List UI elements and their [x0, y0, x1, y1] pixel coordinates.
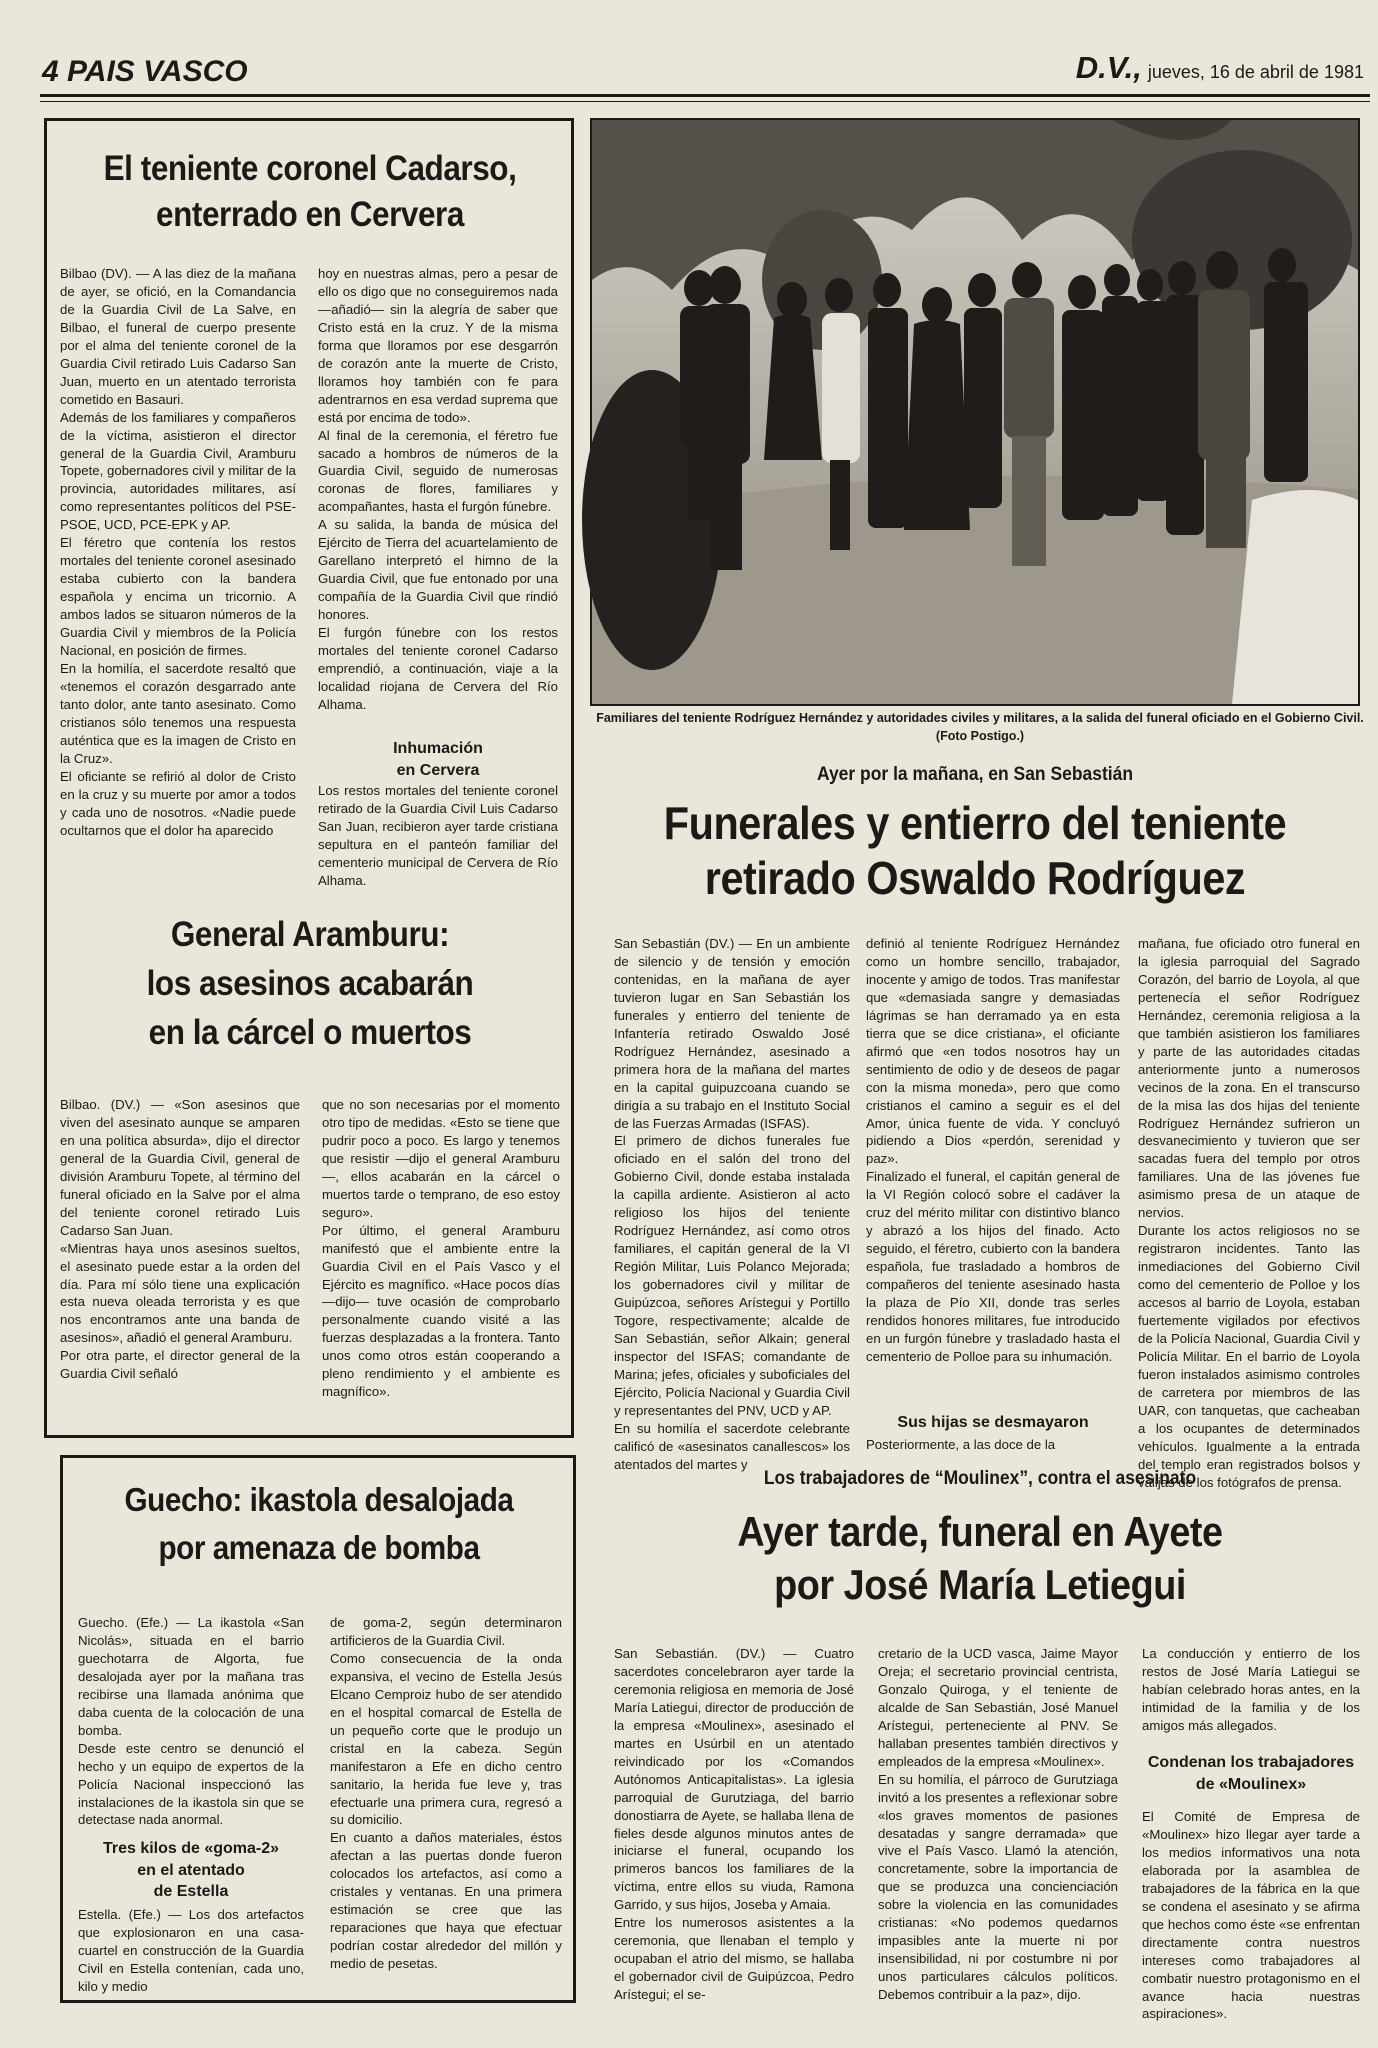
masthead: [1076, 50, 1364, 86]
rodriguez-column-2: definió al teniente Rodríguez Hernández como un hombre sencillo, trabajador, inocente y amigo de todos. Tras manifestar que «demasiada sangre y demasiadas lágrimas se han derramado ya en esta tierra que se dice cristiana», el oficiante afirmó que «en todos nosotros hay un sentimiento de odio y de deseos de pagar con la misma moneda», pero que como cristianos el camino a seguir es el del Amor, única fuente de vida. Y concluyó pidiendo a Dios «perdón, serenidad y paz». Finalizado el funeral, el capitán general de la VI Región colocó sobre el cadáver la cruz del mérito militar con distintivo blanco y abrazó a los hijos del finado. Acto seguido, el féretro, cubierto con la bandera española, fue trasladado a hombros de compañeros del teniente asesinado hasta la plaza de Pío XII, donde tras serles rendidos honores militares, fue introducido en un furgón fúnebre y trasladado hasta el cementerio de Polloe para su inhumación.: [866, 936, 1120, 1364]
photo-caption: Familiares del teniente Rodríguez Hernández y autoridades civiles y militares, a la salida del funeral oficiado en el Gobierno Civil. (Foto Postigo.): [596, 711, 1364, 743]
guecho-headline-line: por amenaza de bomba: [158, 1528, 480, 1566]
header-rule-thin: [40, 101, 1370, 102]
issue-date: jueves, 16 de abril de 1981: [1147, 62, 1364, 82]
estella-subhead: [78, 1838, 304, 1903]
letiegui-headline-line: Ayer tarde, funeral en Ayete: [737, 1508, 1223, 1555]
funeral-photo: [590, 118, 1360, 706]
guecho-column-2: de goma-2, según determinaron artificieros de la Guardia Civil. Como consecuencia de la onda expansiva, el vecino de Estella Jesús Elcano Cemproiz hubo de ser atendido en el hospital comarcal de Estella de un pequeño corte que le produjo un cristal en la cabeza. Según manifestaron a Efe en dicho centro sanitario, la herida fue leve y, tras efectuarle una primera cura, regresó a su domicilio. En cuanto a daños materiales, éstos afectan a las puertas donde fueron colocados los artefactos, así como a cristales y ventanas. En una primera estimación se cree que las reparaciones que haya que efectuar podrían costar alrededor del millón y medio de pesetas.: [330, 1615, 562, 1972]
rodriguez-headline-line: retirado Oswaldo Rodríguez: [704, 852, 1246, 905]
letiegui-column-3b: El Comité de Empresa de «Moulinex» hizo llegar ayer tarde a los medios informativos una nota elaborada por la asamblea de trabajadores de la fábrica en la que se condena el asesinato y se afirma que hechos como éste «se enfrentan directamente contra nuestros intereses como trabajadores al combatir nuestro protagonismo en el avance hacia nuestras aspiraciones».: [1142, 1809, 1360, 2022]
aramburu-headline-line: los asesinos acabarán: [146, 964, 474, 1003]
funeral-photo-image: [592, 120, 1358, 704]
moulinex-subhead-line: de «Moulinex»: [1195, 1775, 1307, 1793]
estella-subhead-line: de Estella: [153, 1883, 229, 1901]
estella-subhead-line: Tres kilos de «goma-2»: [102, 1840, 280, 1857]
letiegui-kicker: Los trabajadores de “Moulinex”, contra el asesinato: [763, 1468, 1197, 1489]
aramburu-headline-line: en la cárcel o muertos: [148, 1013, 472, 1052]
rodriguez-column-1: San Sebastián (DV.) — En un ambiente de silencio y de tensión y emoción contenidas, en la mañana de ayer tuvieron lugar en San Sebastián los funerales y entierro del teniente de Infantería retirado Oswaldo José Rodríguez Hernández, asesinado a primera hora de la mañana del martes en la capital guipuzcoana cuando se dirigía a su trabajo en el Instituto Social de las Fuerzas Armadas (ISFAS). El primero de dichos funerales fue oficiado en el salón del trono del Gobierno Civil, donde estaba instalada la capilla ardiente. Asistieron al acto religioso los hijos del teniente Rodríguez Hernández, así como otros familiares, el capitán general de la VI Región Militar, Luis Polanco Mejorada; los gobernadores civil y militar de Guipúzcoa, señores Arístegui y Portillo Togore, respectivamente; alcalde de San Sebastián, señor Alkain; general inspector del ISFAS; comandante de Marina; jefes, oficiales y suboficiales del Ejército, Policía Nacional y Guardia Civil y representantes del PNV, UCD y AP. En su homilía el sacerdote celebrante calificó de «asesinatos canallescos» los atentados del martes y: [614, 936, 850, 1472]
aramburu-headline-line: General Aramburu:: [170, 915, 450, 954]
moulinex-subhead: [1142, 1752, 1360, 1795]
cadarso-headline: [85, 146, 535, 237]
letiegui-headline-line: por José María Letiegui: [774, 1560, 1186, 1608]
rodriguez-subhead: Sus hijas se desmayaron: [897, 1414, 1089, 1431]
rodriguez-column-3: mañana, fue oficiado otro funeral en la iglesia parroquial del Sagrado Corazón, del barrio de Loyola, al que pertenecía el señor Rodríguez Hernández, ceremonia religiosa a la que también asistieron los familiares y parte de las autoridades citadas anteriormente junto a numerosos vecinos de la zona. En el transcurso de la misa las dos hijas del teniente Rodríguez Hernández sufrieron un desvanecimiento y tuvieron que ser sacadas fuera del templo por otros familiares. Una de las jóvenes fue asimismo presa de un ataque de nervios. Durante los actos religiosos no se registraron incidentes. Tanto las inmediaciones del Gobierno Civil como del cementerio de Polloe y los accesos al barrio de Loyola, estaban fuertemente vigilados por efectivos de la Policía Nacional, Guardia Civil y Policía Militar. En el barrio de Loyola fueron instalados asimismo controles de carretera por miembros de las UAR, con tanquetas, que cacheaban a los ocupantes de determinados vehículos. Igualmente a la entrada del templo eran registrados bolsos y valijas de los fotógrafos de prensa.: [1138, 936, 1360, 1490]
aramburu-column-1: Bilbao. (DV.) — «Son asesinos que viven del asesinato aunque se amparen en una política absurda», dijo el director general de la Guardia Civil, general de división Aramburu Topete, al término del funeral oficiado en la Salve por el alma del teniente coronel retirado Luis Cadarso San Juan. «Mientras haya unos asesinos sueltos, el asesinato puede estar a la orden del día. Para mí sólo tiene una explicación esta nueva oleada terrorista y es que nos encontramos ante una banda de asesinos», añadió el general Aramburu. Por otra parte, el director general de la Guardia Civil señaló: [60, 1097, 300, 1382]
estella-subhead-line: en el atentado: [137, 1861, 245, 1879]
rodriguez-column-2b: Posteriormente, a las doce de la: [866, 1437, 1056, 1452]
guecho-headline: [99, 1476, 540, 1572]
letiegui-column-3: La conducción y entierro de los restos de José María Latiegui se habían celebrado horas antes, en la intimidad de la familia y de los amigos más allegados.: [1142, 1646, 1360, 1733]
guecho-headline-line: Guecho: ikastola desalojada: [124, 1481, 514, 1518]
letiegui-headline: [638, 1506, 1322, 1611]
moulinex-subhead-line: Condenan los trabajadores: [1147, 1754, 1355, 1771]
rodriguez-headline-line: Funerales y entierro del teniente: [663, 797, 1287, 849]
rodriguez-headline: [629, 796, 1322, 906]
cadarso-column-2b: Los restos mortales del teniente coronel retirado de la Guardia Civil Luis Cadarso San Juan, recibieron ayer tarde cristiana sepultura en el panteón familiar del cementerio municipal de Cervera de Río Alhama.: [318, 783, 558, 888]
aramburu-headline: [85, 910, 535, 1057]
letiegui-column-1: San Sebastián. (DV.) — Cuatro sacerdotes concelebraron ayer tarde la ceremonia religiosa en memoria de José María Latiegui, director de producción de la empresa «Moulinex», asesinado el martes en Usúrbil en un atentado reivindicado por los «Comandos Autónomos Anticapitalistas». La iglesia parroquial de Gurutziaga, del barrio donostiarra de Ayete, se hallaba llena de fieles desde algunos minutos antes de iniciarse el funeral, ocupando los primeros bancos los familiares de la víctima, entre ellos su viuda, Ramona Garrido, y sus hijos, Joseba y Amaia. Entre los numerosos asistentes a la ceremonia, que llenaban el templo y ocupaban el atrio del mismo, se hallaba el gobernador civil de Guipúzcoa, Pedro Arístegui; el se-: [614, 1646, 854, 2003]
cadarso-headline-line: enterrado en Cervera: [156, 194, 464, 234]
cadarso-column-1: Bilbao (DV). — A las diez de la mañana de ayer, se ofició, en la Comandancia de la Guardia Civil de La Salve, en Bilbao, el funeral de cuerpo presente por el alma del teniente coronel de la Guardia Civil retirado Luis Cadarso San Juan, muerto en un atentado terrorista cometido en Basauri. Además de los familiares y compañeros de la víctima, asistieron el director general de la Guardia Civil, Aramburu Topete, gobernadores civil y militar de la provincia, autoridades militares, así como representantes políticos del PSE-PSOE, UCD, PCE-EPK y AP. El féretro que contenía los restos mortales del teniente coronel asesinado estaba cubierto con la bandera española y encima un tricornio. A ambos lados se situaron números de la Guardia Civil y miembros de la Policía Nacional, en posición de firmes. En la homilía, el sacerdote resaltó que «tenemos el corazón desgarrado ante tanto dolor, ante tanto asesinato. Como cristianos sólo tenemos una respuesta auténtica que es la imagen de Cristo en la Cruz». El oficiante se refirió al dolor de Cristo en la cruz y su muerte por amor a todos y cada uno de nosotros. «Nadie puede ocultarnos que el dolor ha aparecido: [60, 266, 296, 838]
paper-name: D.V.,: [1075, 50, 1142, 85]
estella-column-1: Estella. (Efe.) — Los dos artefactos que explosionaron en una casa-cuartel en construcción de la Guardia Civil en Estella contenían, cada uno, kilo y medio: [78, 1907, 304, 1994]
letiegui-column-2: cretario de la UCD vasca, Jaime Mayor Oreja; el secretario provincial centrista, Gonzalo Quiroga, y el teniente de alcalde de San Sebastián, José Manuel Arístegui, perteneciente al PNV. Se hallaban presentes también directivos y empleados de la empresa «Moulinex». En su homilía, el párroco de Gurutziaga invitó a los presentes a reflexionar sobre «los graves momentos de pasiones desatadas y sangre derramada» que vive el País Vasco. Llamó la atención, concretamente, sobre la importancia de que se produzca una concienciación sobre la violencia en las comunidades cristianas: «No podemos quedarnos impasibles ante la muerte ni por insensibilidad, ni por costumbre ni por unos particulares cálculos políticos. Debemos contribuir a la paz», dijo.: [878, 1646, 1118, 2003]
cadarso-headline-line: El teniente coronel Cadarso,: [103, 149, 517, 188]
cadarso-subhead-line: Inhumación: [393, 740, 483, 757]
section-title: 4 PAIS VASCO: [42, 55, 248, 88]
guecho-column-1: Guecho. (Efe.) — La ikastola «San Nicolás», situada en el barrio guechotarra de Algorta, fue desalojada ayer por la mañana tras recibirse una llamada anónima que daba cuenta de la colocación de una bomba. Desde este centro se denunció el hecho y un equipo de expertos de la Policía Nacional inspeccionó las instalaciones de la ikastola sin que se detectase nada anormal.: [78, 1615, 304, 1828]
cadarso-column-2: hoy en nuestras almas, pero a pesar de ello os digo que no conseguiremos nada —añadió— sin la alegría de saber que Cristo está en la cruz. Y de la misma forma que lloramos por ese desgarrón de corazón ante la muerte de Cristo, lloramos hoy también con fe para adentrarnos en esa verdad suprema que está por encima de todo». Al final de la ceremonia, el féretro fue sacado a hombros de números de la Guardia Civil, seguido de numerosas coronas de flores, familiares y acompañantes, hasta el furgón fúnebre. A su salida, la banda de música del Ejército de Tierra del acuartelamiento de Garellano interpretó el himno de la Guardia Civil, que fue entonado por una compañía de la Guardia Civil que rindió honores. El furgón fúnebre con los restos mortales del teniente coronel Cadarso emprendió, a continuación, viaje a la localidad riojana de Cervera del Río Alhama.: [318, 266, 558, 712]
header-rule: [40, 94, 1370, 97]
rodriguez-kicker: Ayer por la mañana, en San Sebastián: [816, 764, 1134, 785]
cadarso-subhead-line: en Cervera: [396, 761, 480, 779]
aramburu-column-2: que no son necesarias por el momento otro tipo de medidas. «Esto se tiene que pudrir poco a poco. Es largo y tenemos que resistir —dijo el general Aramburu—, ellos acabarán en la cárcel o muertos tarde o temprano, de eso estoy seguro». Por último, el general Aramburu manifestó que el ambiente entre la Guardia Civil en el País Vasco y el Ejército es magnífico. «Hace pocos días —dijo— tuve ocasión de comprobarlo personalmente cuando visité a las fuerzas desplazadas a la frontera. Tanto unos como otros están cooperando a pleno rendimiento y el ambiente es magnífico».: [322, 1097, 560, 1400]
cadarso-subhead: [318, 738, 558, 781]
